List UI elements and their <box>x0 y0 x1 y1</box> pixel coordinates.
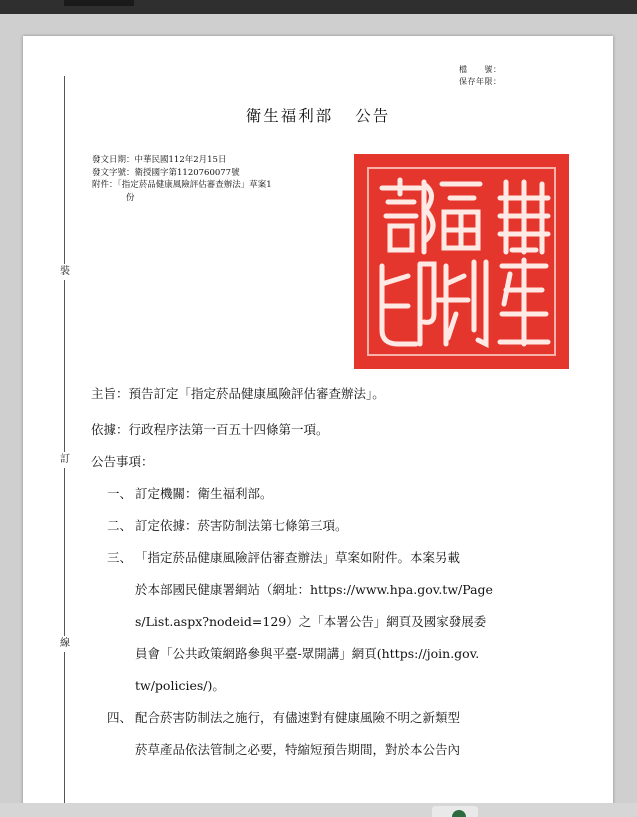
subject-line: 主旨：預告訂定「指定菸品健康風險評估審查辦法」。 <box>91 386 385 401</box>
viewer-bottom-bar <box>0 803 637 817</box>
viewer-top-bar <box>0 0 637 14</box>
document-type: 公告 <box>355 107 391 125</box>
item-text: 「指定菸品健康風險評估審查辦法」草案如附件。本案另載 <box>135 550 461 565</box>
item-number: 四、 <box>107 710 133 725</box>
official-seal-icon <box>354 154 569 369</box>
page-title <box>23 104 613 126</box>
binding-mark: 訂 <box>58 452 72 468</box>
attachment-line: 附件：「指定菸品健康風險評估審查辦法」草案1 <box>92 180 272 190</box>
document-meta <box>92 154 362 204</box>
agency-name: 衛生福利部 <box>245 107 334 125</box>
archive-info <box>459 64 609 88</box>
binding-mark: 線 <box>58 636 72 652</box>
item-text: 員會「公共政策網路參與平臺-眾開講」網頁(https://join.gov. <box>135 646 480 661</box>
document-page <box>23 36 613 817</box>
basis-line: 依據：行政程序法第一百五十四條第一項。 <box>91 422 329 437</box>
item-text: tw/policies/)。 <box>135 678 225 693</box>
item-text: 訂定機關：衛生福利部。 <box>135 486 273 501</box>
file-number-label: 檔 號： <box>459 65 502 74</box>
toolbar-block <box>64 0 134 6</box>
item-number: 一、 <box>107 486 133 501</box>
item-text: 配合菸害防制法之施行，有儘速對有健康風險不明之新類型 <box>135 710 461 725</box>
binding-line <box>64 76 65 816</box>
app-status-icon <box>452 810 466 817</box>
attachment-line-continued: 份 <box>126 192 135 203</box>
items-heading: 公告事項： <box>91 454 154 469</box>
item-text: 菸草產品依法管制之必要，特縮短預告期間，對於本公告內 <box>135 742 461 757</box>
item-text: s/List.aspx?nodeid=129）之「本署公告」網頁及國家發展委 <box>135 614 487 629</box>
issue-date: 發文日期：中華民國112年2月15日 <box>92 155 227 165</box>
item-text: 訂定依據：菸害防制法第七條第三項。 <box>135 518 348 533</box>
document-number: 發文字號：衛授國字第1120760077號 <box>92 167 240 178</box>
item-text: 於本部國民健康署網站（網址：https://www.hpa.gov.tw/Page <box>135 582 493 597</box>
retention-period-label: 保存年限： <box>459 77 502 86</box>
binding-mark: 裝 <box>58 264 72 280</box>
item-number: 三、 <box>107 550 133 565</box>
item-number: 二、 <box>107 518 133 533</box>
